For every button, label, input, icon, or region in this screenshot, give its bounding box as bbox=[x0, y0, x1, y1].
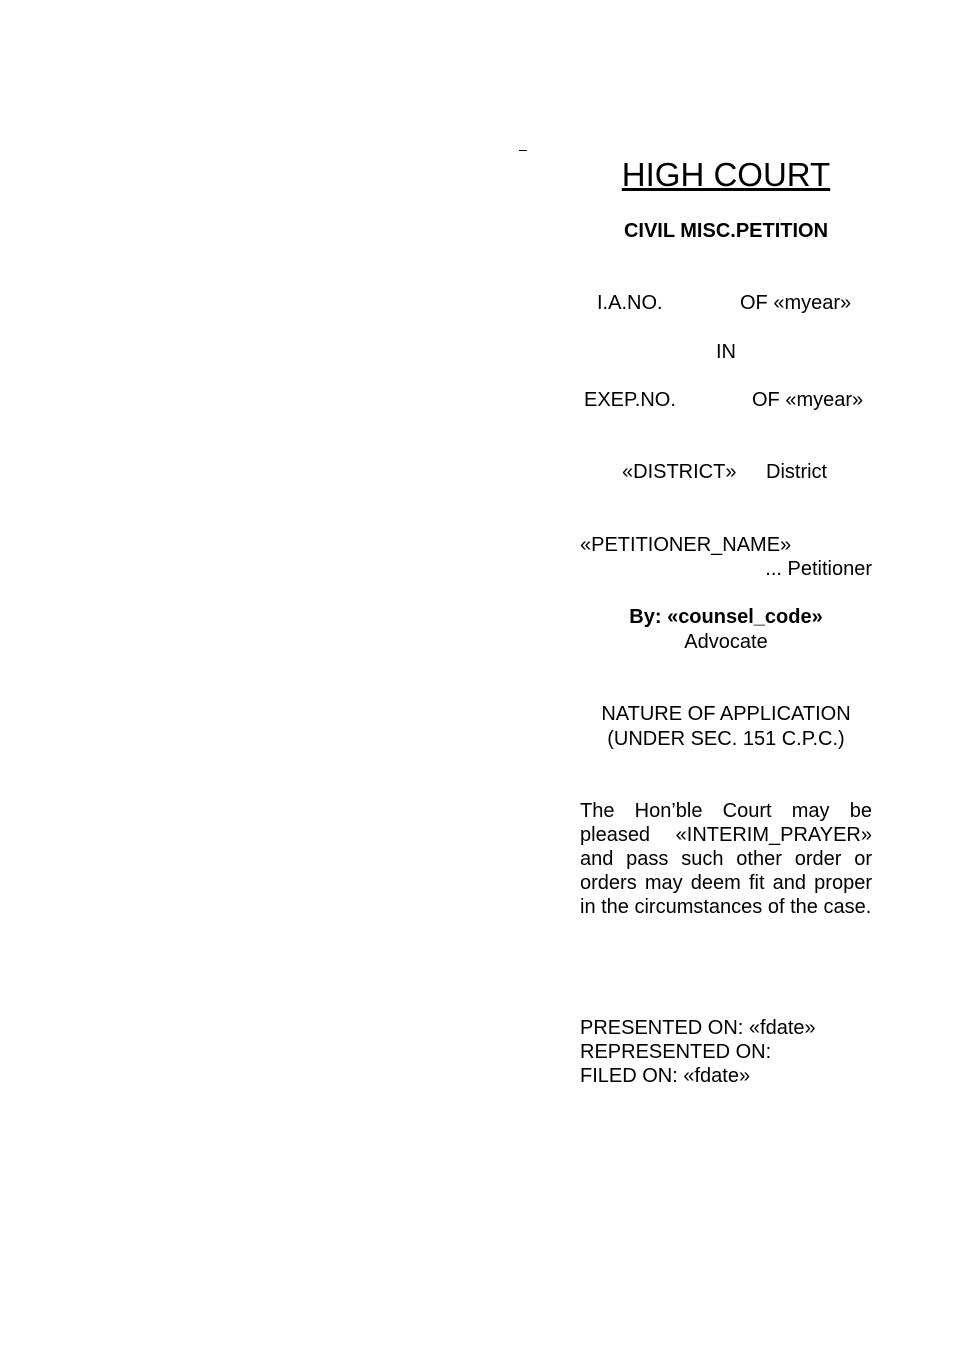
exep-year: OF «myear» bbox=[752, 389, 864, 411]
filed-on: FILED ON: «fdate» bbox=[580, 1065, 751, 1087]
prayer-paragraph: The Hon’ble Court may be pleased «INTERIM_PRAYER» and pass such other order or orders may deem fit and proper in the circumstances of the case. bbox=[580, 800, 872, 918]
presented-on: PRESENTED ON: «fdate» bbox=[580, 1017, 816, 1039]
ia-number-label: I.A.NO. bbox=[597, 292, 663, 314]
court-title: HIGH COURT bbox=[621, 156, 831, 193]
in-label: IN bbox=[716, 341, 736, 363]
petitioner-role: ... Petitioner bbox=[765, 558, 872, 580]
counsel-role: Advocate bbox=[684, 631, 768, 653]
district-label: District bbox=[766, 461, 828, 483]
nature-section: (UNDER SEC. 151 C.P.C.) bbox=[607, 728, 845, 750]
nature-heading: NATURE OF APPLICATION bbox=[601, 703, 851, 725]
district-value: «DISTRICT» bbox=[622, 461, 737, 483]
represented-on: REPRESENTED ON: bbox=[580, 1041, 772, 1063]
petitioner-name: «PETITIONER_NAME» bbox=[580, 534, 792, 556]
petition-type: CIVIL MISC.PETITION bbox=[623, 220, 829, 242]
header-mark bbox=[519, 150, 527, 151]
counsel-by-line: By: «counsel_code» bbox=[629, 606, 823, 628]
ia-year: OF «myear» bbox=[740, 292, 852, 314]
exep-number-label: EXEP.NO. bbox=[584, 389, 676, 411]
